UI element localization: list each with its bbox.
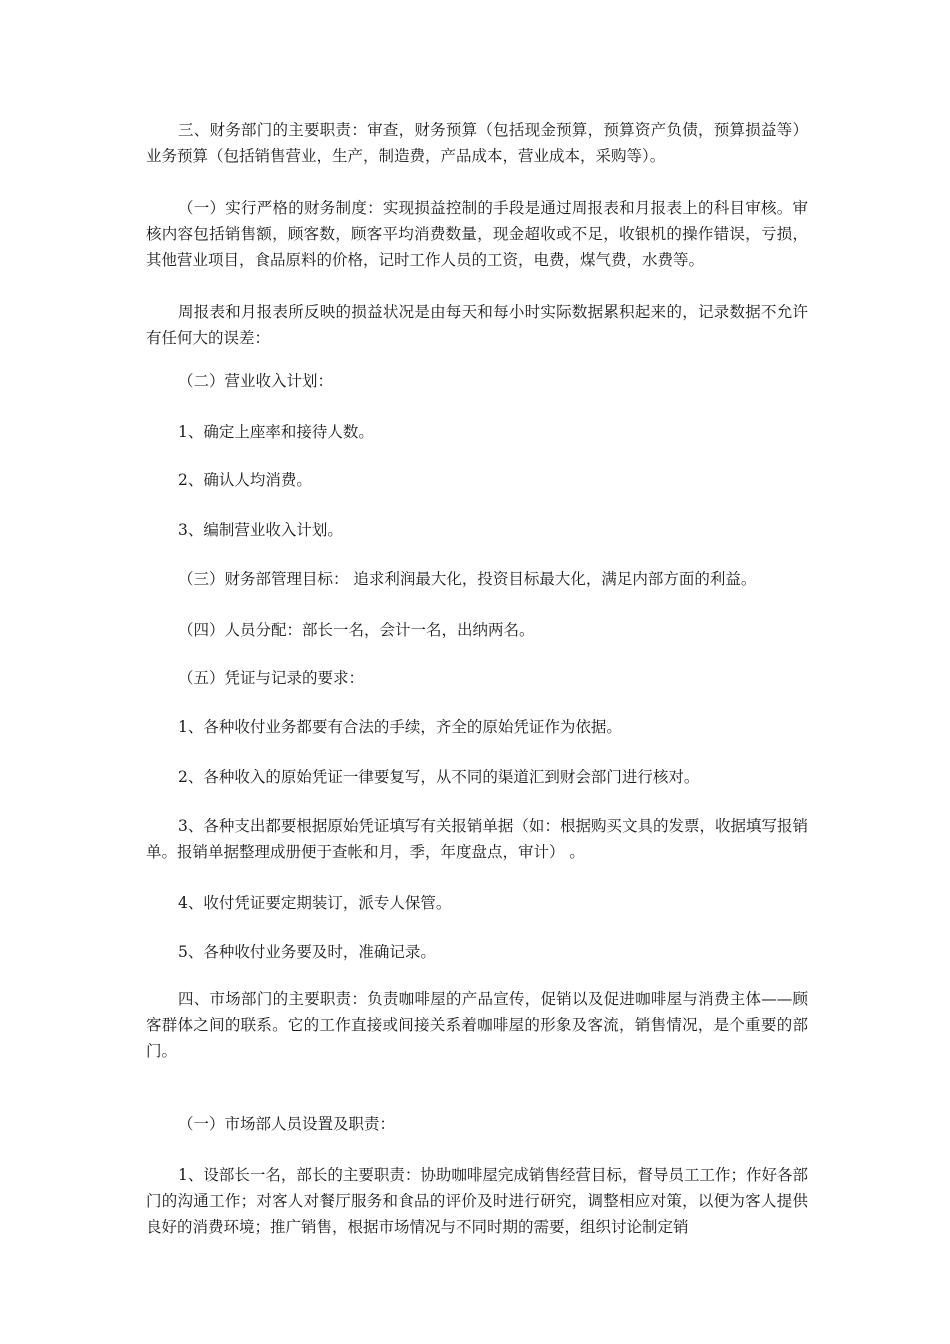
heading-revenue-plan: （二）营业收入计划： [178, 372, 334, 390]
paragraph-report-accuracy: 周报表和月报表所反映的损益状况是由每天和每小时实际数据累积起来的，记录数据不允许有任何大的误差： [146, 303, 808, 347]
paragraph-marketing-duties: 四、市场部门的主要职责：负责咖啡屋的产品宣传，促销以及促进咖啡屋与消费主体——顾客群体之间的联系。它的工作直接或间接关系着咖啡屋的形象及客流，销售情况，是个重要的部门。 [146, 990, 808, 1060]
paragraph-finance-system: （一）实行严格的财务制度：实现损益控制的手段是通过周报表和月报表上的科目审核。审核内容包括销售额，顾客数，顾客平均消费数量，现金超收或不足，收银机的操作错误，亏损，其他营业项目，食品原料的价格，记时工作人员的工资，电费，煤气费，水费等。 [146, 199, 808, 269]
heading-marketing-staff: （一）市场部人员设置及职责： [178, 1115, 396, 1133]
paragraph-finance-duties: 三、财务部门的主要职责：审查，财务预算（包括现金预算，预算资产负债，预算损益等）业务预算（包括销售营业，生产，制造费，产品成本，营业成本，采购等）。 [146, 121, 808, 165]
list-item: 1、各种收付业务都要有合法的手续，齐全的原始凭证作为依据。 [178, 718, 622, 736]
list-item: 2、各种收入的原始凭证一律要复写，从不同的渠道汇到财会部门进行核对。 [178, 768, 700, 786]
heading-staffing: （四）人员分配：部长一名，会计一名，出纳两名。 [178, 621, 535, 639]
heading-voucher-requirements: （五）凭证与记录的要求： [178, 669, 365, 687]
list-item: 4、收付凭证要定期装订，派专人保管。 [178, 894, 452, 912]
list-item: 1、设部长一名，部长的主要职责：协助咖啡屋完成销售经营目标，督导员工工作；作好各部门的沟通工作；对客人对餐厅服务和食品的评价及时进行研究，调整相应对策，以便为客人提供良好的消费环境；推广销售，根据市场情况与不同时期的需要，组织讨论制定销 [146, 1166, 808, 1236]
heading-management-goal: （三）财务部管理目标： 追求利润最大化，投资目标最大化，满足内部方面的利益。 [178, 570, 757, 588]
list-item: 1、确定上座率和接待人数。 [178, 423, 374, 441]
list-item: 2、确认人均消费。 [178, 471, 312, 489]
list-item: 3、各种支出都要根据原始凭证填写有关报销单据（如：根据购买文具的发票，收据填写报销单。报销单据整理成册便于查帐和月，季，年度盘点，审计） 。 [146, 817, 808, 861]
list-item: 3、编制营业收入计划。 [178, 521, 343, 539]
list-item: 5、各种收付业务要及时，准确记录。 [178, 943, 436, 961]
